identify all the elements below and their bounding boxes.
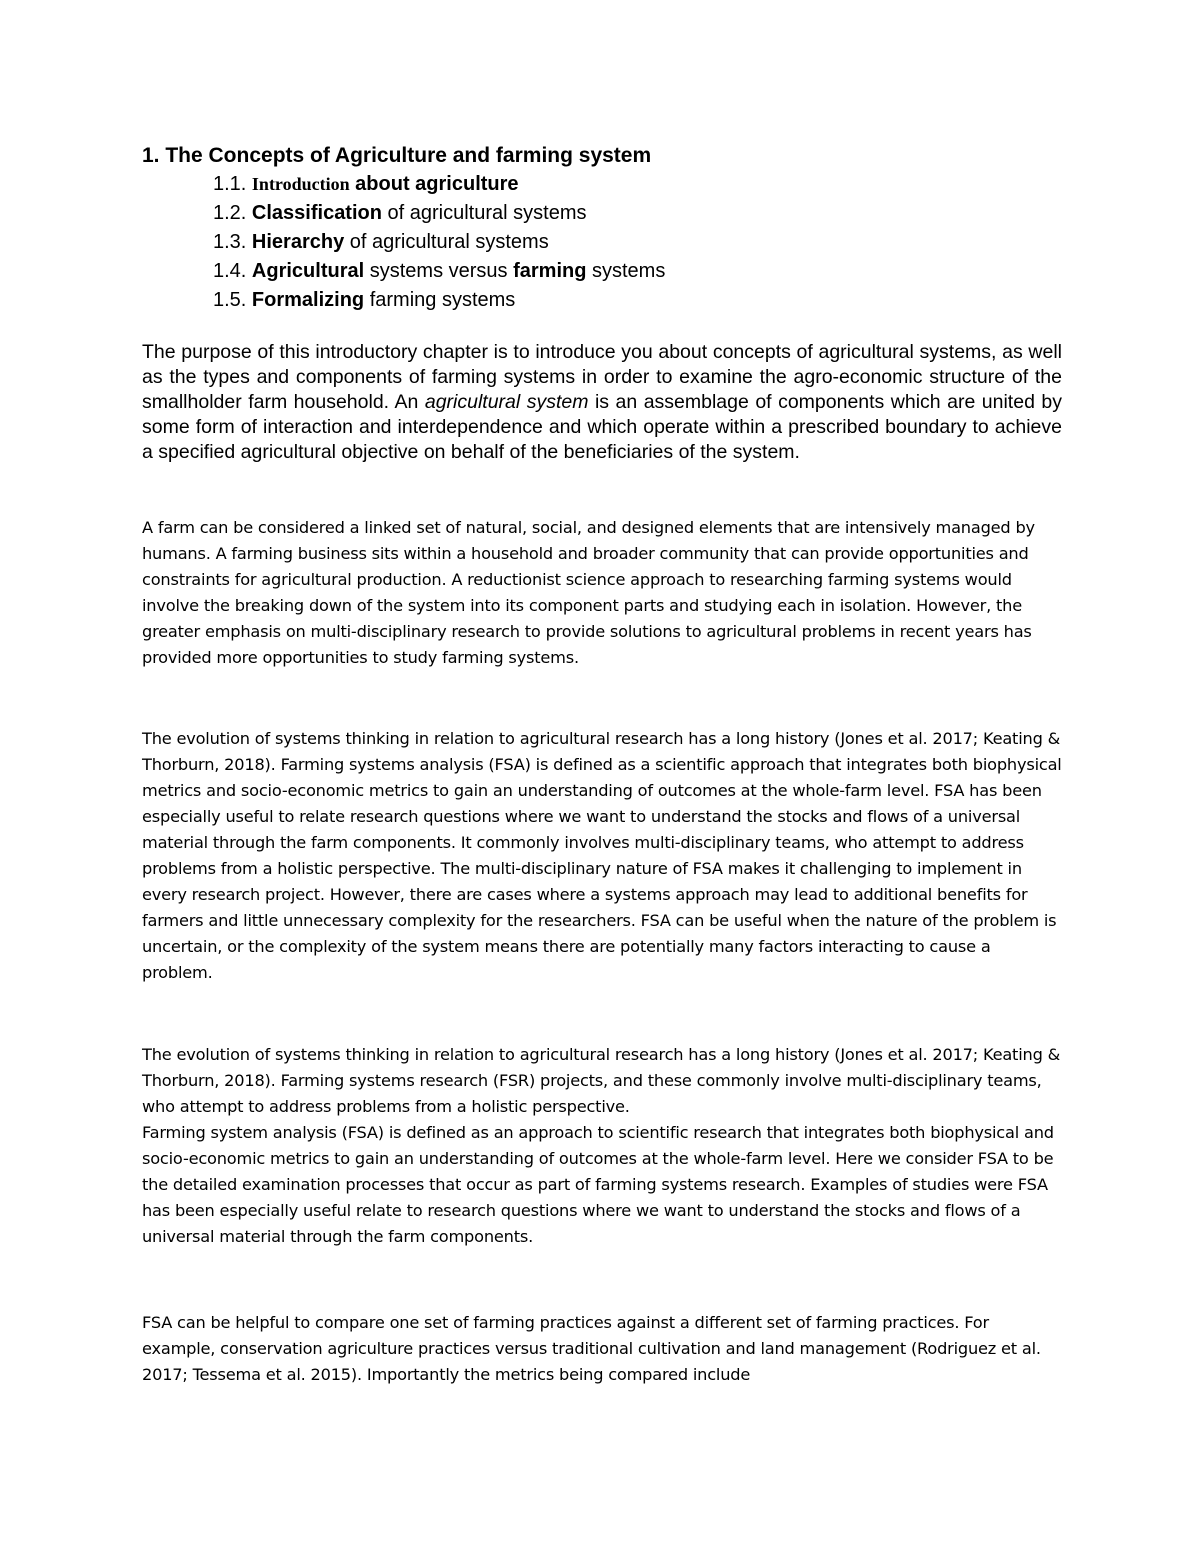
toc-number: 1.3. [213, 231, 247, 253]
toc-text: of agricultural systems [344, 231, 549, 253]
toc-keyword-2: farming [513, 260, 587, 282]
toc-number: 1.5. [213, 289, 247, 311]
toc-number: 1.1. [213, 173, 247, 195]
fsa-evolution-paragraph: The evolution of systems thinking in relation to agricultural research has a long history (Jones et al. 2017; Keating & Thorburn, 2018). Farming systems analysis (FSA) is defined as a scientific approach that integrates both biophysical metrics and socio-economic metrics to gain an understanding of outcomes at the whole-farm level. FSA has been especially useful to relate research questions where we want to understand the stocks and flows of a universal material through the farm components. It commonly involves multi-disciplinary teams, who attempt to address problems from a holistic perspective. The multi-disciplinary nature of FSA makes it challenging to implement in every research project. However, there are cases where a systems approach may lead to additional benefits for farmers and little unnecessary complexity for the researchers. FSA can be useful when the nature of the problem is uncertain, or the complexity of the system means there are potentially many factors interacting to cause a problem. [142, 729, 1062, 982]
chapter-heading: 1. The Concepts of Agriculture and farming system [142, 144, 652, 167]
toc-item [213, 228, 665, 257]
toc-keyword: Formalizing [251, 289, 365, 311]
intro-italic-term: agricultural system [424, 391, 589, 413]
toc-number: 1.4. [213, 260, 247, 282]
toc-text: about agriculture [349, 173, 519, 195]
toc-item [213, 286, 665, 315]
toc-text: systems versus [364, 260, 514, 282]
fsa-comparison-paragraph: FSA can be helpful to compare one set of farming practices against a different set of farming practices. For example, conservation agriculture practices versus traditional cultivation and land management (Rodriguez et al. 2017; Tessema et al. 2015). Importantly the metrics being compared include [142, 1313, 1041, 1384]
intro-text-before: The purpose of this introductory chapter is to introduce you about concepts of agricultural systems, as well as the types and components of farming systems in order to examine the agro-economic structure of the smallholder farm household. An [142, 341, 1062, 413]
toc-keyword: Agricultural [251, 260, 365, 282]
intro-text-after: is an assemblage of components which are united by some form of interaction and interdependence and which operate within a prescribed boundary to achieve a specified agricultural objective on behalf of the beneficiaries of the system. [142, 391, 1062, 463]
fsr-paragraph-line-b: Farming system analysis (FSA) is defined as an approach to scientific research that integrates both biophysical and socio-economic metrics to gain an understanding of outcomes at the whole-farm level. Here we consider FSA to be the detailed examination processes that occur as part of farming systems research. Examples of studies were FSA has been especially useful relate to research questions where we want to understand the stocks and flows of a universal material through the farm components. [142, 1123, 1054, 1246]
farm-definition-paragraph: A farm can be considered a linked set of natural, social, and designed elements that are intensively managed by humans. A farming business sits within a household and broader community that can provide opportunities and constraints for agricultural production. A reductionist science approach to researching farming systems would involve the breaking down of the system into its component parts and studying each in isolation. However, the greater emphasis on multi-disciplinary research to provide solutions to agricultural problems in recent years has provided more opportunities to study farming systems. [142, 518, 1035, 667]
toc-keyword: Hierarchy [251, 231, 345, 253]
toc-number: 1.2. [213, 202, 247, 224]
toc-item [213, 199, 665, 228]
toc-item [213, 257, 665, 286]
fsr-paragraph [142, 1042, 1062, 1250]
toc-item [213, 170, 665, 199]
intro-paragraph [142, 340, 1062, 465]
table-of-contents [213, 170, 665, 315]
toc-text: of agricultural systems [381, 202, 587, 224]
toc-text: farming systems [364, 289, 516, 311]
toc-keyword: Introduction [251, 174, 350, 194]
toc-text-2: systems [586, 260, 666, 282]
fsr-paragraph-line-a: The evolution of systems thinking in relation to agricultural research has a long history (Jones et al. 2017; Keating & Thorburn, 2018). Farming systems research (FSR) projects, and these commonly involve multi-disciplinary teams, who attempt to address problems from a holistic perspective. [142, 1045, 1061, 1116]
toc-keyword: Classification [251, 202, 382, 224]
